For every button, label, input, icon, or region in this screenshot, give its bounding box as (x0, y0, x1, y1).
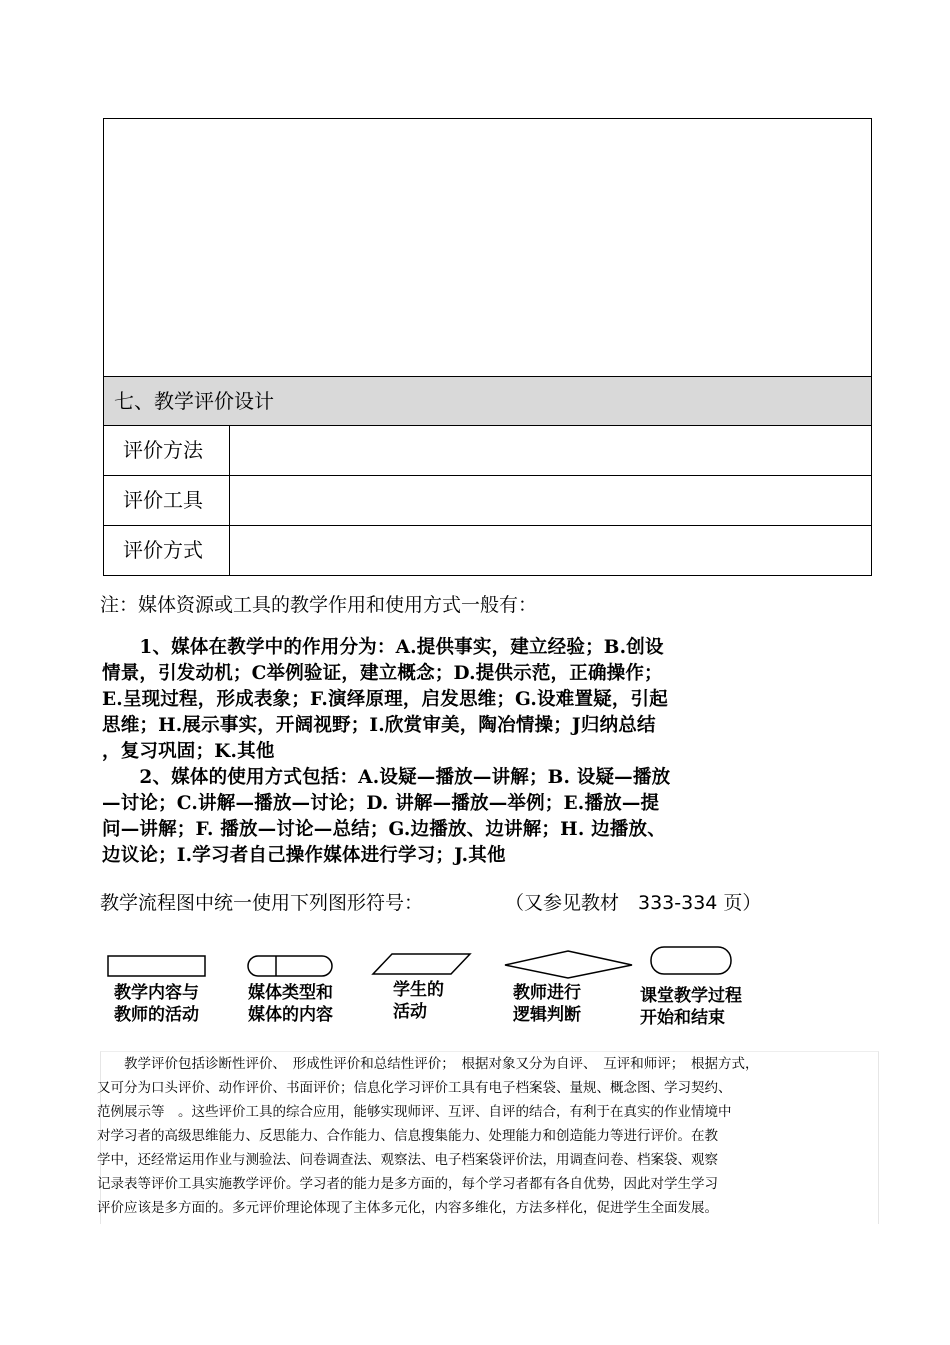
paragraph-line: 记录表等评价工具实施教学评价。学习者的能力是多方面的，每个学习者都有各自优势，因此对学生学习 (97, 1176, 718, 1192)
table-row-mode (104, 526, 871, 576)
row-label: 评价方法 (104, 426, 230, 475)
evaluation-paragraph (97, 1052, 877, 1220)
media-line: 情景，引发动机；C举例验证，建立概念；D.提供示范，正确操作； (102, 663, 663, 684)
media-line: 边议论；I.学习者自己操作媒体进行学习；J.其他 (102, 845, 506, 866)
flowchart-textbook-reference: （又参见教材 333-334 页） (505, 892, 762, 914)
empty-content-cell (104, 119, 871, 377)
media-line: 思维；H.展示事实，开阔视野；I.欣赏审美，陶冶情操；J归纳总结 (102, 715, 656, 736)
evaluation-table (103, 118, 872, 576)
media-line: E.呈现过程，形成表象；F.演绎原理，启发思维；G.设难置疑，引起 (102, 689, 668, 710)
row-label: 评价方式 (104, 526, 230, 575)
paragraph-line: 教学评价包括诊断性评价、 形成性评价和总结性评价； 根据对象又分为自评、 互评和师评； 根据方式， (97, 1056, 759, 1072)
paragraph-line: 对学习者的高级思维能力、反思能力、合作能力、信息搜集能力、处理能力和创造能力等进行评价。在教 (97, 1128, 718, 1144)
row-value (230, 426, 871, 475)
label-line: 开始和结束 (640, 1008, 725, 1028)
paragraph-line: 范例展示等 。这些评价工具的综合应用，能够实现师评、互评、自评的结合，有利于在真实的作业情境中 (97, 1104, 732, 1120)
label-line: 课堂教学过程 (640, 986, 742, 1006)
label-line: 媒体类型和 (248, 983, 333, 1003)
media-usage-block (102, 635, 742, 869)
media-line: —讨论；C.讲解—播放—讨论；D. 讲解—播放—举例；E.播放—提 (102, 793, 660, 814)
diamond-symbol (505, 951, 632, 978)
row-value (230, 476, 871, 525)
flowchart-legend-title: 教学流程图中统一使用下列图形符号： (100, 892, 424, 914)
paragraph-line: 学中，还经常运用作业与测验法、问卷调查法、观察法、电子档案袋评价法，用调查问卷、档案袋、观察 (97, 1152, 718, 1168)
parallelogram-symbol (373, 954, 470, 974)
paragraph-line: 又可分为口头评价、动作评价、书面评价；信息化学习评价工具有电子档案袋、量规、概念图、学习契约、 (97, 1080, 732, 1096)
label-line: 媒体的内容 (248, 1005, 333, 1025)
symbol-label-rectangle (114, 982, 199, 1026)
table-row-tool (104, 476, 871, 526)
rectangle-symbol (108, 956, 205, 976)
media-line: 2、媒体的使用方式包括：A.设疑—播放—讲解；B. 设疑—播放 (102, 767, 671, 788)
split-capsule-symbol (248, 956, 332, 976)
media-line: ，复习巩固；K.其他 (102, 741, 275, 762)
media-line: 问—讲解；F. 播放—讨论—总结；G.边播放、边讲解；H. 边播放、 (102, 819, 666, 840)
label-line: 学生的 (393, 980, 444, 1000)
row-value (230, 526, 871, 575)
rounded-rectangle-symbol (651, 947, 731, 974)
paragraph-line: 评价应该是多方面的。多元评价理论体现了主体多元化，内容多维化，方法多样化，促进学生全面发展。 (97, 1200, 718, 1216)
media-line: 1、媒体在教学中的作用分为：A.提供事实，建立经验；B.创设 (102, 637, 664, 658)
table-row-method (104, 426, 871, 476)
row-label: 评价工具 (104, 476, 230, 525)
symbol-label-capsule (248, 982, 333, 1026)
section-header-evaluation: 七、教学评价设计 (104, 377, 871, 426)
label-line: 教师进行 (513, 983, 581, 1003)
symbol-label-diamond (513, 982, 581, 1026)
label-line: 逻辑判断 (513, 1005, 581, 1025)
symbol-label-parallelogram (393, 979, 444, 1023)
label-line: 教师的活动 (114, 1005, 199, 1025)
media-note: 注：媒体资源或工具的教学作用和使用方式一般有： (100, 594, 538, 616)
symbol-label-rounded (640, 985, 742, 1029)
label-line: 活动 (393, 1002, 427, 1022)
label-line: 教学内容与 (114, 983, 199, 1003)
